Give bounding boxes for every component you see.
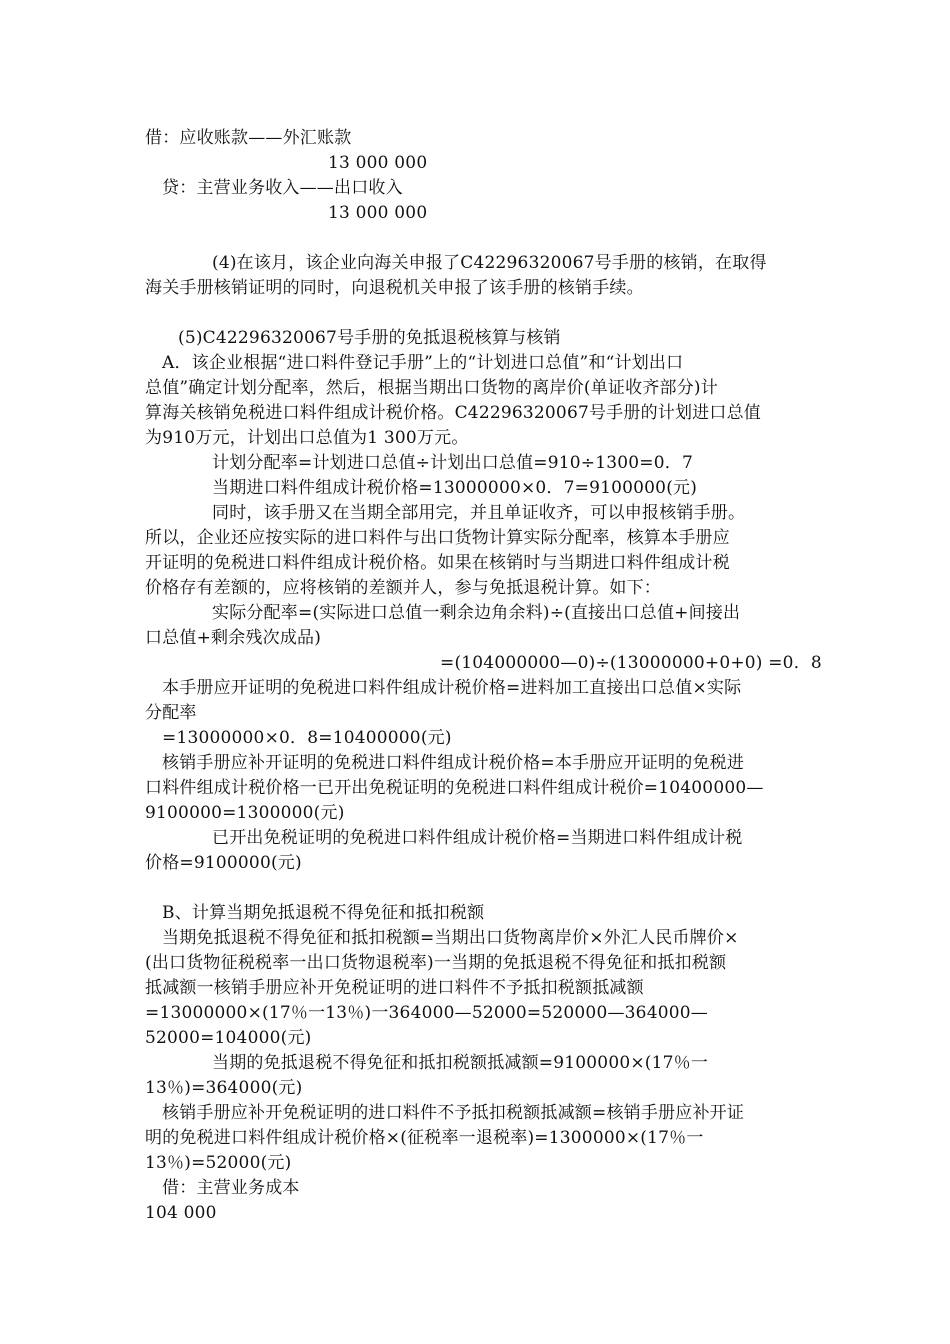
issued-price-line-2: 价格=9100000(元) xyxy=(145,853,302,873)
supplement-price-line-1: 核销手册应补开证明的免税进口料件组成计税价格=本手册应开证明的免税进 xyxy=(162,753,745,773)
debit-entry-receivable: 借：应收账款——外汇账款 xyxy=(145,128,352,148)
current-price-formula: 当期进口料件组成计税价格=13000000×0．7=9100000(元) xyxy=(212,478,698,498)
section-a-line-10: 价格存有差额的，应将核销的差额并人，参与免抵退税计算。如下： xyxy=(145,578,661,598)
paragraph-4-line-2: 海关手册核销证明的同时，向退税机关申报了该手册的核销手续。 xyxy=(145,278,644,298)
taxable-price-formula-line-2: 分配率 xyxy=(145,703,197,723)
credit-amount: 13 000 000 xyxy=(328,203,428,223)
credit-entry-revenue: 贷：主营业务收入——出口收入 xyxy=(162,178,403,198)
supplement-offset-line-3: 13％)=52000(元) xyxy=(145,1153,292,1173)
section-b-line-4: =13000000×(17％一13％)一364000—52000=520000—364000— xyxy=(145,1003,708,1023)
offset-amount-line-1: 当期的免抵退税不得免征和抵扣税额抵减额=9100000×(17％一 xyxy=(212,1053,709,1073)
debit-amount: 13 000 000 xyxy=(328,153,428,173)
section-a-line-1: A．该企业根据“进口料件登记手册”上的“计划进口总值”和“计划出口 xyxy=(162,353,684,373)
taxable-price-formula-line-1: 本手册应开证明的免税进口料件组成计税价格=进料加工直接出口总值×实际 xyxy=(162,678,742,698)
debit-entry-cost: 借：主营业务成本 xyxy=(162,1178,300,1198)
supplement-offset-line-1: 核销手册应补开免税证明的进口料件不予抵扣税额抵减额=核销手册应补开证 xyxy=(162,1103,745,1123)
section-b-line-2: (出口货物征税税率一出口货物退税率)一当期的免抵退税不得免征和抵扣税额 xyxy=(145,953,727,973)
offset-amount-line-2: 13％)=364000(元) xyxy=(145,1078,303,1098)
supplement-price-line-2: 口料件组成计税价格一已开出免税证明的免税进口料件组成计税价=10400000— xyxy=(145,778,764,798)
actual-ratio-result: =(104000000—0)÷(13000000+0+0) =0．8 xyxy=(440,653,822,673)
supplement-price-line-3: 9100000=1300000(元) xyxy=(145,803,345,823)
section-a-line-4: 为910万元，计划出口总值为1 300万元。 xyxy=(145,428,469,448)
issued-price-line-1: 已开出免税证明的免税进口料件组成计税价格=当期进口料件组成计税 xyxy=(212,828,743,848)
taxable-price-result: =13000000×0．8=10400000(元) xyxy=(162,728,452,748)
debit-cost-amount: 104 000 xyxy=(145,1203,217,1223)
section-b-heading: B、计算当期免抵退税不得免征和抵扣税额 xyxy=(162,903,485,923)
section-b-line-3: 抵减额一核销手册应补开免税证明的进口料件不予抵扣税额抵减额 xyxy=(145,978,644,998)
actual-ratio-formula-line-2: 口总值+剩余残次成品) xyxy=(145,628,322,648)
section-a-line-8: 所以，企业还应按实际的进口料件与出口货物计算实际分配率，核算本手册应 xyxy=(145,528,730,548)
paragraph-4-line-1: (4)在该月，该企业向海关申报了C42296320067号手册的核销，在取得 xyxy=(212,253,767,273)
section-a-line-3: 算海关核销免税进口料件组成计税价格。C42296320067号手册的计划进口总值 xyxy=(145,403,761,423)
supplement-offset-line-2: 明的免税进口料件组成计税价格×(征税率一退税率)=1300000×(17％一 xyxy=(145,1128,704,1148)
section-b-line-1: 当期免抵退税不得免征和抵扣税额=当期出口货物离岸价×外汇人民币牌价× xyxy=(162,928,739,948)
planned-ratio-formula: 计划分配率=计划进口总值÷计划出口总值=910÷1300=0．7 xyxy=(212,453,693,473)
actual-ratio-formula-line-1: 实际分配率=(实际进口总值一剩余边角余料)÷(直接出口总值+间接出 xyxy=(212,603,741,623)
section-5-heading: (5)C42296320067号手册的免抵退税核算与核销 xyxy=(178,328,561,348)
section-a-line-2: 总值”确定计划分配率，然后，根据当期出口货物的离岸价(单证收齐部分)计 xyxy=(145,378,718,398)
section-a-line-9: 开证明的免税进口料件组成计税价格。如果在核销时与当期进口料件组成计税 xyxy=(145,553,730,573)
section-a-line-7: 同时，该手册又在当期全部用完，并且单证收齐，可以申报核销手册。 xyxy=(212,503,746,523)
section-b-line-5: 52000=104000(元) xyxy=(145,1028,312,1048)
